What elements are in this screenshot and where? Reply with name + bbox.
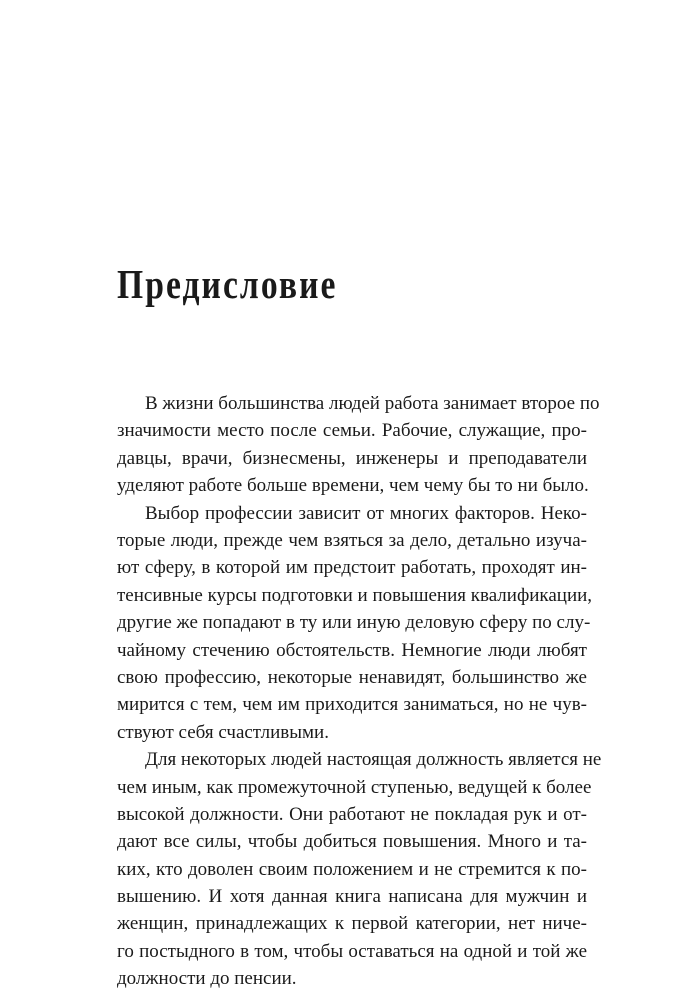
text-line: торые люди, прежде чем взяться за дело, детально изуча- (117, 529, 587, 551)
paragraph-2 (117, 500, 593, 747)
text-line: ют сферу, в которой им предстоит работать, проходят ин- (117, 557, 587, 579)
text-line: го постыдного в том, чтобы оставаться на одной и той же (117, 940, 587, 962)
text-line: другие же попадают в ту или иную деловую сферу по слу- (117, 612, 591, 634)
body-text (117, 390, 602, 993)
text-line: женщин, принадлежащих к первой категории, нет ниче- (117, 913, 587, 935)
text-line: давцы, врачи, бизнесмены, инженеры и преподаватели (117, 447, 587, 469)
chapter-title: Предисловие (117, 261, 338, 307)
text-line: ких, кто доволен своим положением и не стремится к по- (117, 858, 587, 880)
text-line: ствуют себя счастливыми. (117, 721, 329, 743)
text-line: должности до пенсии. (117, 968, 297, 990)
text-line: уделяют работе больше времени, чем чему бы то ни было. (117, 475, 589, 497)
text-line: мирится с тем, чем им приходится заниматься, но не чув- (117, 694, 587, 716)
text-line: Для некоторых людей настоящая должность является не (145, 749, 602, 771)
text-line: свою профессию, некоторые ненавидят, большинство же (117, 666, 587, 688)
paragraph-1 (117, 390, 600, 500)
text-line: В жизни большинства людей работа занимает второе по (145, 393, 600, 414)
text-line: чайному стечению обстоятельств. Немногие люди любят (117, 639, 587, 661)
text-line: высокой должности. Они работают не покладая рук и от- (117, 803, 587, 825)
text-line: чем иным, как промежуточной ступенью, ведущей к более (117, 776, 592, 798)
text-line: вышению. И хотя данная книга написана для мужчин и (117, 886, 587, 908)
text-line: значимости место после семьи. Рабочие, служащие, про- (117, 420, 587, 442)
paragraph-3 (117, 746, 602, 993)
text-line: тенсивные курсы подготовки и повышения квалификации, (117, 584, 593, 606)
text-line: дают все силы, чтобы добиться повышения. Много и та- (117, 831, 587, 853)
text-line: Выбор профессии зависит от многих факторов. Неко- (145, 502, 587, 524)
